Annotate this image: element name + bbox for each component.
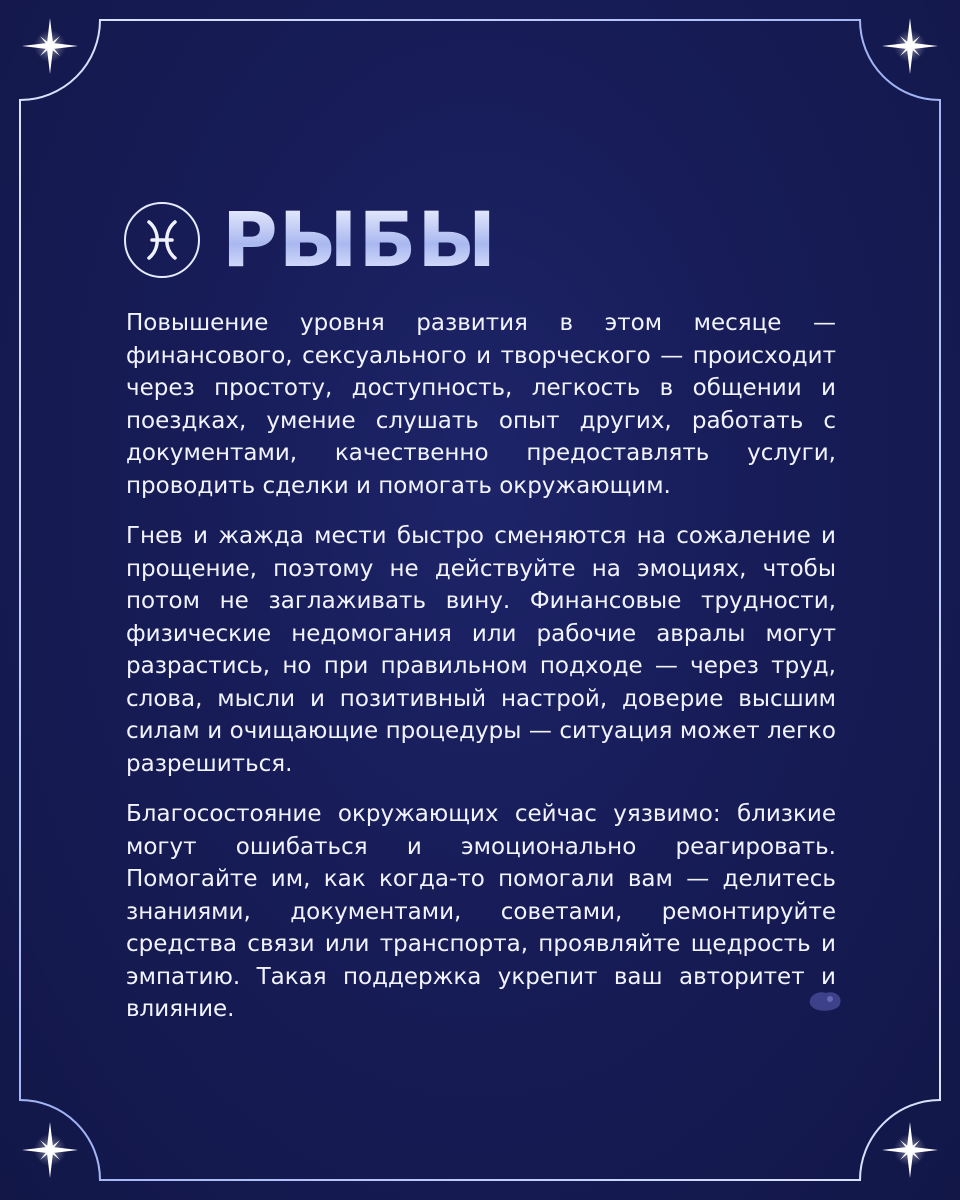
sparkle-star-icon (878, 1118, 942, 1182)
decorative-blob (806, 988, 844, 1014)
paragraph: Благосостояние окружающих сейчас уязвимо: близкие могут ошибаться и эмоционально реагировать. Помогайте им, как когда-то помогали вам — делитесь знаниями, документами, советами, ремонтируйте средства связи или транспорта, проявляйте щедрость и эмпатию. Такая поддержка укрепит ваш авторитет и влияние. (126, 801, 836, 1022)
sparkle-star-icon (18, 1118, 82, 1182)
sign-header (124, 195, 498, 284)
sparkle-star-icon (878, 14, 942, 78)
page-title: РЫБЫ (222, 195, 498, 284)
sparkle-star-icon (18, 14, 82, 78)
pisces-icon (137, 215, 187, 265)
paragraph: Гнев и жажда мести быстро сменяются на сожаление и прощение, поэтому не действуйте на эмоциях, чтобы потом не заглаживать вину. Финансовые трудности, физические недомогания или рабочие авралы могут разрастись, но при правильном подходе — через труд, слова, мысли и позитивный настрой, доверие высшим силам и очищающие процедуры — ситуация может легко разрешиться. (126, 523, 836, 777)
horoscope-text (126, 307, 836, 1044)
pisces-badge (124, 202, 200, 278)
paragraph: Повышение уровня развития в этом месяце — финансового, сексуального и творческого — происходит через простоту, доступность, легкость в общении и поездках, умение слушать опыт других, работать с документами, качественно предоставлять услуги, проводить сделки и помогать окружающим. (126, 310, 836, 499)
